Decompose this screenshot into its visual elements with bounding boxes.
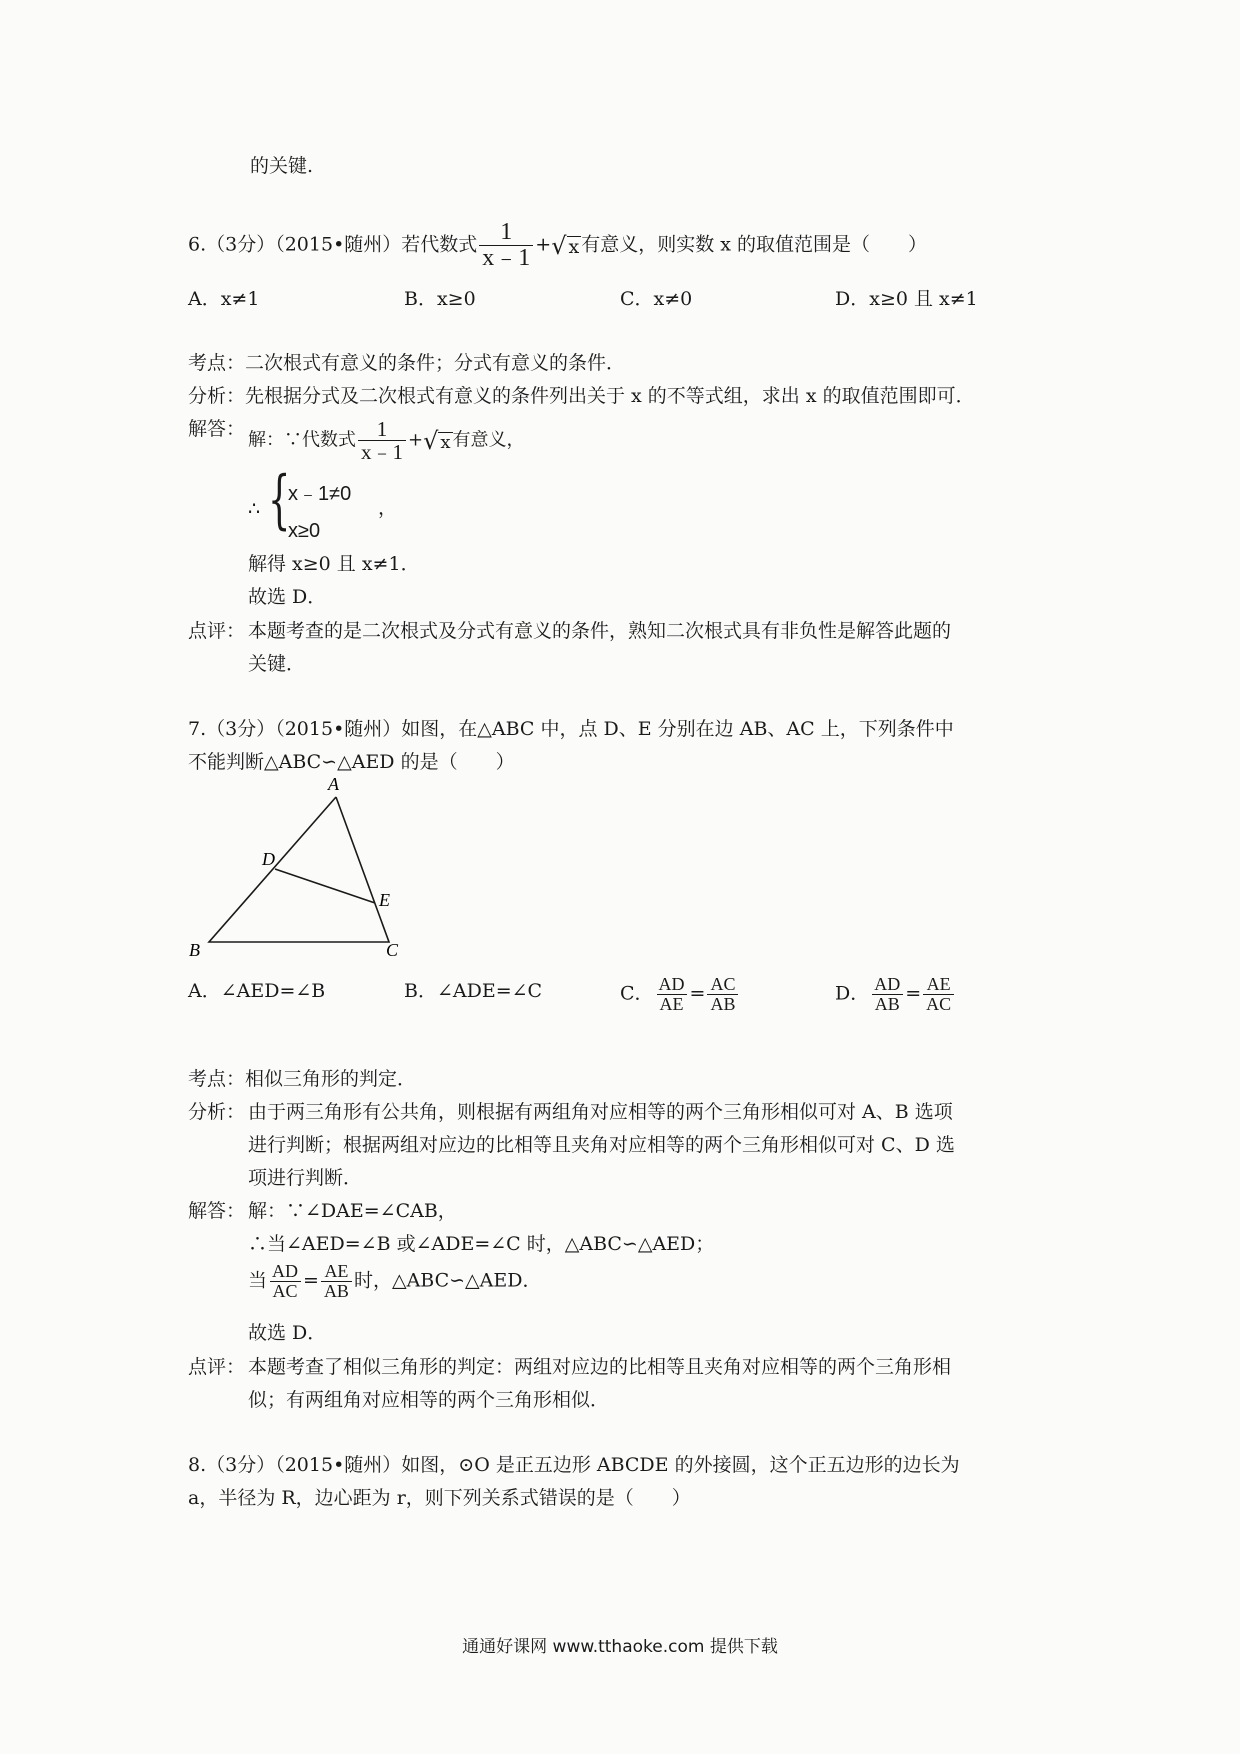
q7-fenxi: 分析： 由于两三角形有公共角，则根据有两组角对应相等的两个三角形相似可对 A、B 选项 (188, 1101, 953, 1123)
q7-dianping-cont: 似；有两组角对应相等的两个三角形相似． (248, 1389, 610, 1411)
segment-de (275, 869, 375, 903)
q6-tail: 有意义，则实数 x 的取值范围是（ ） (581, 233, 928, 256)
q7-stem-line2: 不能判断△ABC∽△AED 的是（ ） (188, 751, 515, 773)
q6-jieda-line1: 解：∵代数式 $\frac{1}{x﹣1}$ + √ x 有意义， (248, 417, 525, 465)
q7-jieda: 解答： 解：∵∠DAE=∠CAB， (188, 1200, 457, 1222)
q7-fenxi-cont1: 进行判断；根据两组对应边的比相等且夹角对应相等的两个三角形相似可对 C、D 选 (248, 1134, 955, 1156)
q6-option-c: C．x≠0 (620, 288, 693, 310)
label-e: E (379, 890, 390, 910)
triangle-figure (180, 770, 420, 970)
q6-jieda-sqrt: √ x (423, 426, 451, 455)
q6-head: 6.（3分）（2015•随州）若代数式 (188, 233, 478, 256)
q6-option-a: A．x≠1 (188, 288, 260, 310)
label-a: A (328, 774, 339, 794)
sqrt-icon: √ (551, 231, 567, 260)
q6-dianping: 点评： 本题考查的是二次根式及分式有意义的条件，熟知二次根式具有非负性是解答此题的 (188, 620, 952, 642)
brace-icon: { (268, 463, 291, 537)
q7-dianping: 点评： 本题考查了相似三角形的判定：两组对应边的比相等且夹角对应相等的两个三角形相 (188, 1356, 952, 1378)
q7-option-c: C． $\frac{AD}{AE}$ = $\frac{AC}{AB}$ (620, 975, 740, 1014)
q6-jieda-label: 解答： (188, 418, 246, 440)
q7-jieda-line4: 故选 D． (248, 1322, 327, 1344)
triangle-abc (209, 797, 389, 942)
q6-kaodian: 考点：二次根式有意义的条件；分式有意义的条件． (188, 352, 626, 374)
therefore-symbol: ∴ (248, 498, 261, 520)
q6-dianping-cont: 关键． (248, 653, 306, 675)
q6-option-b: B．x≥0 (404, 288, 476, 310)
sqrt-icon: √ (423, 426, 439, 455)
q7-option-d: D． $\frac{AD}{AB}$ = $\frac{AE}{AC}$ (835, 975, 956, 1014)
q6-jieda-line4: 故选 D． (248, 586, 327, 608)
q7-option-b: B．∠ADE=∠C (404, 980, 543, 1002)
q6-system-line1: x﹣1≠0 (288, 483, 352, 505)
page-footer: 通通好课网 www.tthaoke.com 提供下载 (462, 1637, 778, 1657)
q6-system-line2: x≥0 (288, 520, 321, 542)
q8-stem-line2: a，半径为 R，边心距为 r，则下列关系式错误的是（ ） (188, 1487, 691, 1509)
q7-option-a: A．∠AED=∠B (188, 980, 326, 1002)
q6-jieda-line3: 解得 x≥0 且 x≠1． (248, 553, 420, 575)
q6-fenxi: 分析：先根据分式及二次根式有意义的条件列出关于 x 的不等式组，求出 x 的取值范围即可． (188, 385, 975, 407)
q6-jieda-fraction: $\frac{1}{x﹣1}$ (358, 418, 406, 463)
q7-kaodian: 考点：相似三角形的判定． (188, 1068, 417, 1090)
q8-stem-line1: 8.（3分）（2015•随州）如图，⊙O 是正五边形 ABCDE 的外接圆，这个正五边形的边长为 (188, 1454, 960, 1476)
q7-jieda-line3: 当 $\frac{AD}{AC}$ = $\frac{AE}{AB}$ 时，△ABC∽△AED． (248, 1261, 542, 1301)
label-d: D (262, 849, 275, 869)
q7-stem-line1: 7.（3分）（2015•随州）如图，在△ABC 中，点 D、E 分别在边 AB、AC 上，下列条件中 (188, 718, 954, 740)
q7-jieda-line2: ∴当∠AED=∠B 或∠ADE=∠C 时，△ABC∽△AED； (248, 1233, 715, 1255)
q6-sqrt: √ x (551, 231, 580, 260)
q6-option-d: D．x≥0 且 x≠1 (835, 288, 978, 310)
continuation-text: 的关键. (250, 155, 314, 177)
q7-fenxi-cont2: 项进行判断． (248, 1167, 363, 1189)
label-b: B (189, 940, 200, 960)
q6-stem: 6.（3分）（2015•随州）若代数式 $\frac{1}{x﹣1}$ + √ x 有意义，则实数 x 的取值范围是（ ） (188, 219, 928, 272)
q6-fraction: $\frac{1}{x﹣1}$ (479, 220, 533, 271)
q6-system-comma: ， (378, 497, 398, 519)
label-c: C (386, 940, 399, 960)
